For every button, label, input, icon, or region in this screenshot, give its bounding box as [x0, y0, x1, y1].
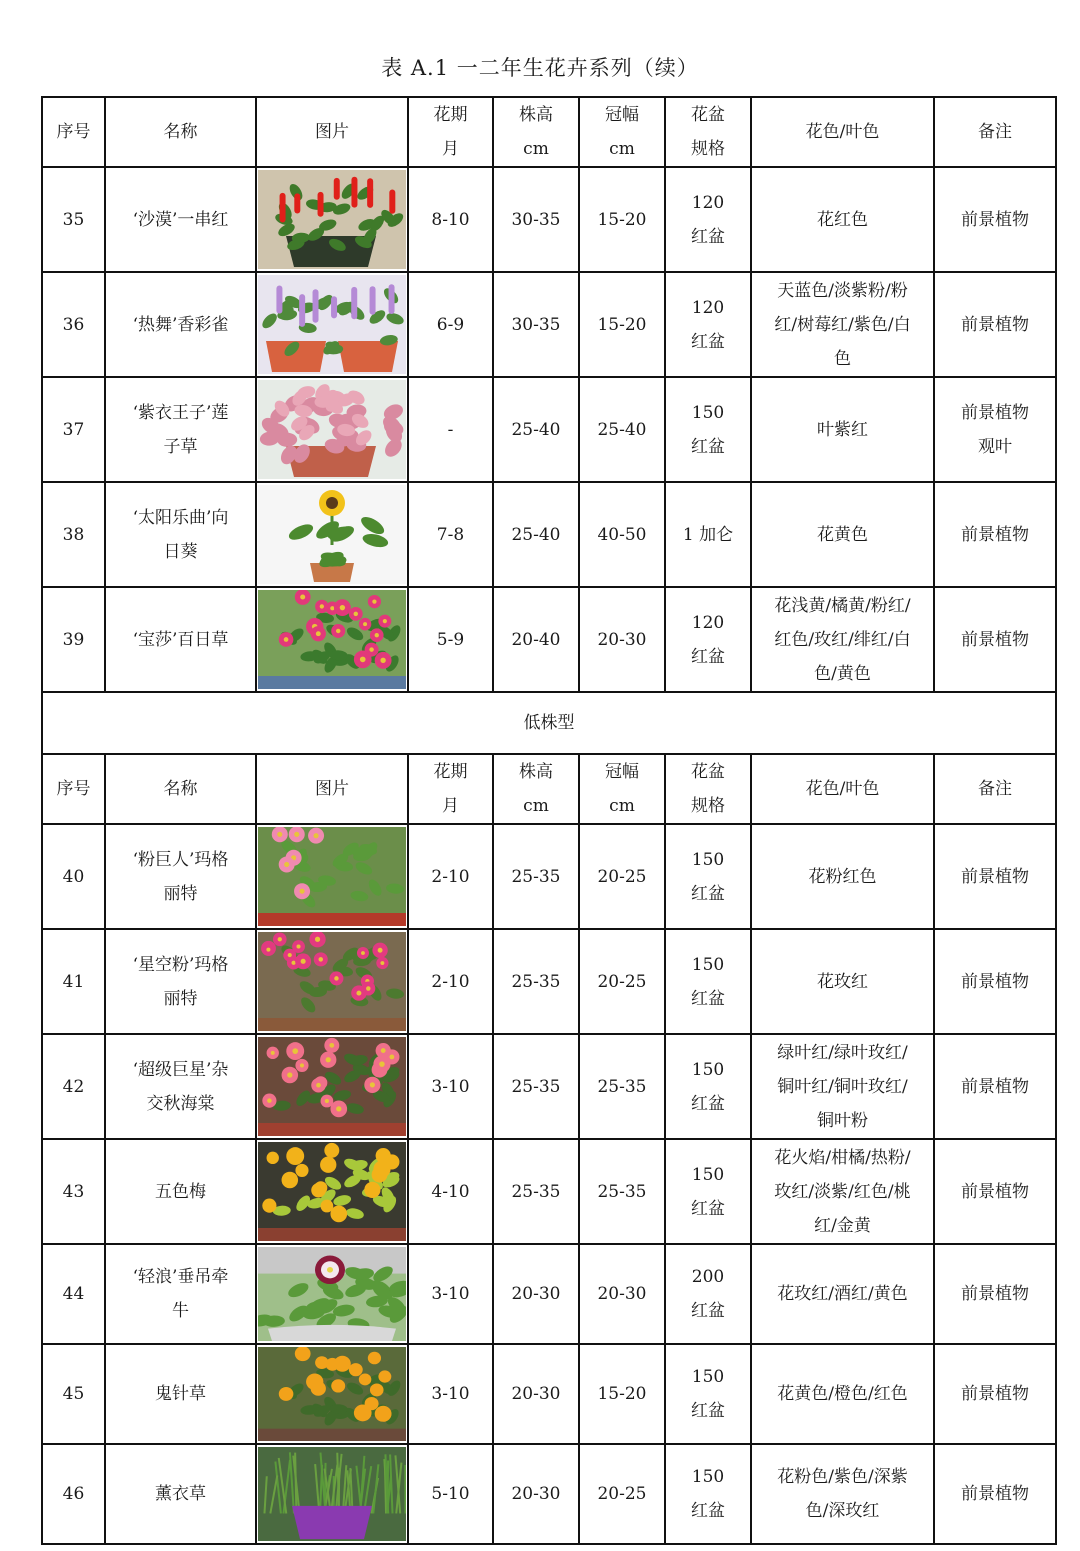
cell-note: 前景植物 [934, 1244, 1056, 1344]
header-bloom: 花期 月 [408, 754, 493, 824]
cell-image [256, 824, 408, 929]
table-row [42, 1139, 1056, 1244]
cell-spread: 20-25 [579, 929, 665, 1034]
cell-height: 25-40 [493, 377, 579, 482]
cell-note: 前景植物 [934, 587, 1056, 692]
zinnia-photo [258, 590, 406, 689]
header-name: 名称 [105, 754, 256, 824]
header-row [42, 97, 1056, 167]
cell-name: ‘宝莎’百日草 [105, 587, 256, 692]
cell-spread: 20-25 [579, 824, 665, 929]
header-spread: 冠幅 cm [579, 97, 665, 167]
table-row [42, 1444, 1056, 1544]
bidens-photo [258, 1347, 406, 1441]
header-color: 花色/叶色 [751, 754, 934, 824]
cell-image [256, 1444, 408, 1544]
cell-image [256, 1344, 408, 1444]
cell-height: 25-35 [493, 824, 579, 929]
cell-note: 前景植物 [934, 167, 1056, 272]
cell-pot: 150 红盆 [665, 1344, 751, 1444]
cell-image [256, 272, 408, 377]
header-note: 备注 [934, 97, 1056, 167]
cell-color: 花黄色 [751, 482, 934, 587]
header-note: 备注 [934, 754, 1056, 824]
table-row [42, 1244, 1056, 1344]
cell-note: 前景植物 [934, 482, 1056, 587]
cell-spread: 25-35 [579, 1034, 665, 1139]
cell-pot: 150 红盆 [665, 1444, 751, 1544]
cell-name: ‘紫衣王子’莲 子草 [105, 377, 256, 482]
cell-bloom: 8-10 [408, 167, 493, 272]
section-row [42, 692, 1056, 754]
cell-name: ‘太阳乐曲’向 日葵 [105, 482, 256, 587]
cell-no: 37 [42, 377, 105, 482]
red-salvia-photo [258, 170, 406, 269]
cell-pot: 150 红盆 [665, 824, 751, 929]
cell-color: 花玫红/酒红/黄色 [751, 1244, 934, 1344]
cell-name: ‘热舞’香彩雀 [105, 272, 256, 377]
cell-bloom: 5-10 [408, 1444, 493, 1544]
header-image: 图片 [256, 754, 408, 824]
header-height: 株高 cm [493, 754, 579, 824]
header-no: 序号 [42, 97, 105, 167]
cell-height: 25-35 [493, 1139, 579, 1244]
cell-bloom: 2-10 [408, 929, 493, 1034]
header-pot: 花盆 规格 [665, 97, 751, 167]
cell-name: ‘超级巨星’杂 交秋海棠 [105, 1034, 256, 1139]
header-pot: 花盆 规格 [665, 754, 751, 824]
header-spread: 冠幅 cm [579, 754, 665, 824]
cell-bloom: 3-10 [408, 1244, 493, 1344]
cell-bloom: 5-9 [408, 587, 493, 692]
cell-no: 38 [42, 482, 105, 587]
lantana-photo [258, 1142, 406, 1241]
table-row [42, 167, 1056, 272]
cell-pot: 150 红盆 [665, 929, 751, 1034]
cell-name: ‘星空粉’玛格 丽特 [105, 929, 256, 1034]
header-height: 株高 cm [493, 97, 579, 167]
cell-color: 叶紫红 [751, 377, 934, 482]
cell-spread: 15-20 [579, 1344, 665, 1444]
cell-name: 鬼针草 [105, 1344, 256, 1444]
cell-height: 20-30 [493, 1244, 579, 1344]
cell-no: 41 [42, 929, 105, 1034]
table-row [42, 929, 1056, 1034]
cell-note: 前景植物 [934, 272, 1056, 377]
begonia-photo [258, 1037, 406, 1136]
cell-name: ‘轻浪’垂吊牵 牛 [105, 1244, 256, 1344]
cell-note: 前景植物 [934, 1444, 1056, 1544]
cell-bloom: 4-10 [408, 1139, 493, 1244]
cell-spread: 20-25 [579, 1444, 665, 1544]
cell-bloom: 3-10 [408, 1034, 493, 1139]
cell-color: 花火焰/柑橘/热粉/ 玫红/淡紫/红色/桃 红/金黄 [751, 1139, 934, 1244]
cell-image [256, 482, 408, 587]
sunflower-photo [258, 485, 406, 584]
cell-note: 前景植物 [934, 1139, 1056, 1244]
cell-image [256, 377, 408, 482]
cell-spread: 25-35 [579, 1139, 665, 1244]
cell-no: 39 [42, 587, 105, 692]
cell-pot: 120 红盆 [665, 272, 751, 377]
cell-height: 30-35 [493, 272, 579, 377]
cell-name: ‘粉巨人’玛格 丽特 [105, 824, 256, 929]
cell-pot: 200 红盆 [665, 1244, 751, 1344]
cell-pot: 1 加仑 [665, 482, 751, 587]
cell-name: 薰衣草 [105, 1444, 256, 1544]
petunia-photo [258, 1247, 406, 1341]
angelonia-photo [258, 275, 406, 374]
cell-no: 44 [42, 1244, 105, 1344]
cell-spread: 40-50 [579, 482, 665, 587]
cell-no: 36 [42, 272, 105, 377]
header-name: 名称 [105, 97, 256, 167]
cell-bloom: 2-10 [408, 824, 493, 929]
cell-bloom: 7-8 [408, 482, 493, 587]
cell-pot: 120 红盆 [665, 167, 751, 272]
cell-spread: 25-40 [579, 377, 665, 482]
cell-image [256, 1034, 408, 1139]
cell-image [256, 1244, 408, 1344]
table-row [42, 1344, 1056, 1444]
cell-height: 25-35 [493, 929, 579, 1034]
header-bloom: 花期 月 [408, 97, 493, 167]
header-image: 图片 [256, 97, 408, 167]
plant-table [41, 96, 1057, 1545]
cell-name: ‘沙漠’一串红 [105, 167, 256, 272]
alternanthera-photo [258, 380, 406, 479]
cell-no: 40 [42, 824, 105, 929]
cell-bloom: - [408, 377, 493, 482]
cell-image [256, 929, 408, 1034]
cell-note: 前景植物 [934, 1344, 1056, 1444]
rose-marguerite-photo [258, 932, 406, 1031]
cell-height: 30-35 [493, 167, 579, 272]
cell-color: 花粉色/紫色/深紫 色/深玫红 [751, 1444, 934, 1544]
header-no: 序号 [42, 754, 105, 824]
cell-image [256, 167, 408, 272]
cell-spread: 15-20 [579, 272, 665, 377]
cell-height: 25-35 [493, 1034, 579, 1139]
lavender-photo [258, 1447, 406, 1541]
cell-color: 花黄色/橙色/红色 [751, 1344, 934, 1444]
cell-height: 20-40 [493, 587, 579, 692]
cell-height: 25-40 [493, 482, 579, 587]
cell-spread: 15-20 [579, 167, 665, 272]
cell-note: 前景植物 [934, 824, 1056, 929]
cell-no: 45 [42, 1344, 105, 1444]
cell-pot: 150 红盆 [665, 1034, 751, 1139]
header-row [42, 754, 1056, 824]
pink-marguerite-photo [258, 827, 406, 926]
table-row [42, 377, 1056, 482]
cell-pot: 120 红盆 [665, 587, 751, 692]
cell-bloom: 6-9 [408, 272, 493, 377]
cell-no: 35 [42, 167, 105, 272]
cell-no: 43 [42, 1139, 105, 1244]
cell-color: 天蓝色/淡紫粉/粉 红/树莓红/紫色/白 色 [751, 272, 934, 377]
cell-color: 花浅黄/橘黄/粉红/ 红色/玫红/绯红/白 色/黄色 [751, 587, 934, 692]
cell-note: 前景植物 [934, 1034, 1056, 1139]
cell-height: 20-30 [493, 1444, 579, 1544]
cell-note: 前景植物 [934, 929, 1056, 1034]
cell-spread: 20-30 [579, 1244, 665, 1344]
table-title: 表 A.1 一二年生花卉系列（续） [381, 56, 699, 80]
cell-no: 46 [42, 1444, 105, 1544]
table-row [42, 1034, 1056, 1139]
header-color: 花色/叶色 [751, 97, 934, 167]
table-row [42, 587, 1056, 692]
cell-color: 花玫红 [751, 929, 934, 1034]
cell-color: 花粉红色 [751, 824, 934, 929]
cell-name: 五色梅 [105, 1139, 256, 1244]
table-row [42, 482, 1056, 587]
cell-image [256, 587, 408, 692]
table-row [42, 272, 1056, 377]
cell-no: 42 [42, 1034, 105, 1139]
cell-height: 20-30 [493, 1344, 579, 1444]
cell-pot: 150 红盆 [665, 1139, 751, 1244]
cell-pot: 150 红盆 [665, 377, 751, 482]
cell-spread: 20-30 [579, 587, 665, 692]
cell-bloom: 3-10 [408, 1344, 493, 1444]
table-body [42, 97, 1056, 1544]
section-label: 低株型 [42, 692, 1056, 754]
table-row [42, 824, 1056, 929]
cell-image [256, 1139, 408, 1244]
cell-color: 花红色 [751, 167, 934, 272]
cell-color: 绿叶红/绿叶玫红/ 铜叶红/铜叶玫红/ 铜叶粉 [751, 1034, 934, 1139]
cell-note: 前景植物 观叶 [934, 377, 1056, 482]
